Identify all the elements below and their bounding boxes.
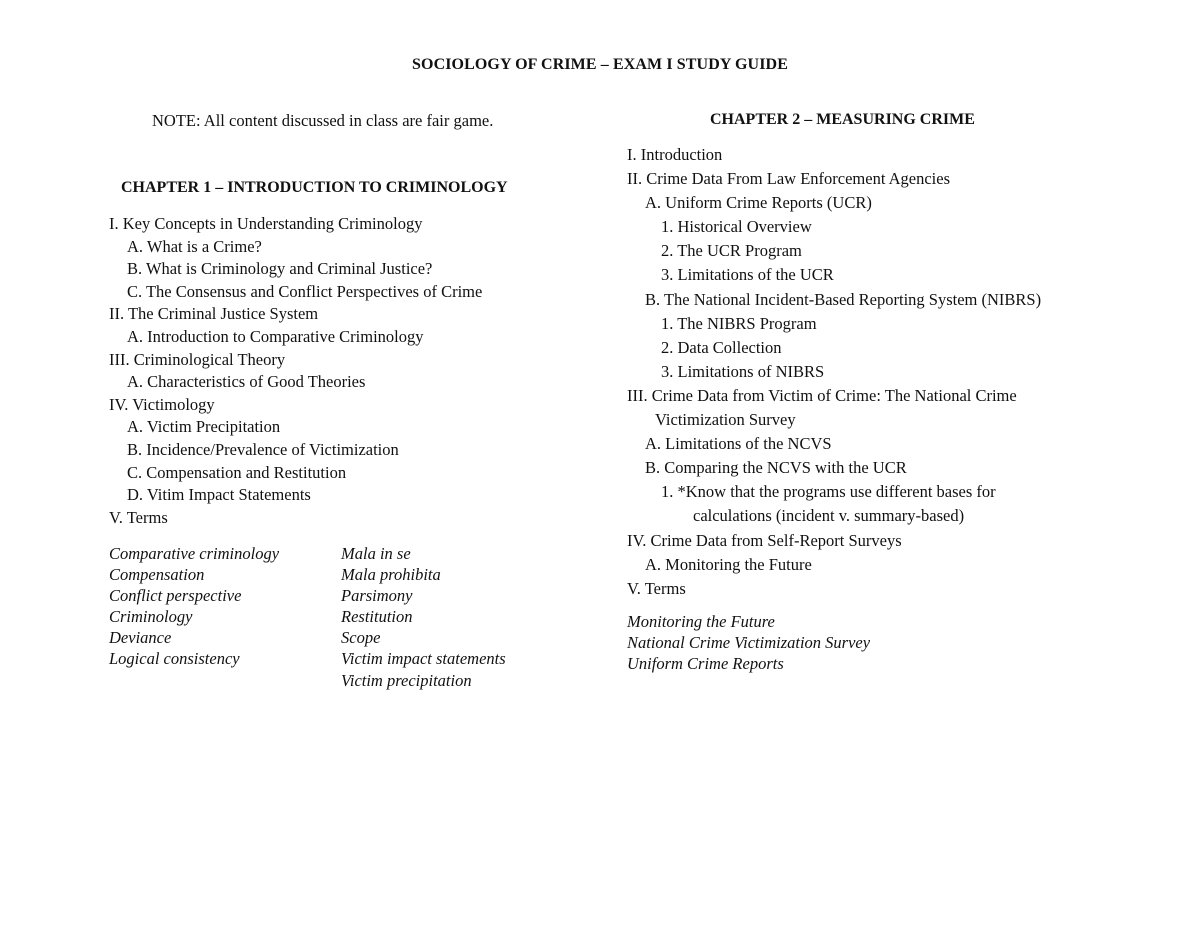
outline-item: IV. Victimology	[109, 394, 215, 414]
term: Restitution	[341, 607, 413, 627]
chapter-2-heading: CHAPTER 2 – MEASURING CRIME	[710, 111, 975, 128]
chapter-2-outline	[627, 143, 1041, 601]
term: Conflict perspective	[109, 586, 242, 606]
outline-item: C. Compensation and Restitution	[127, 462, 347, 482]
term: Mala prohibita	[341, 565, 441, 585]
outline-item-continuation: Victimization Survey	[655, 410, 796, 430]
chapter-1-terms-column-b	[341, 543, 506, 691]
outline-item: I. Introduction	[627, 145, 723, 164]
term: Victim impact statements	[341, 649, 506, 669]
outline-item: A. What is a Crime?	[127, 236, 262, 256]
outline-item-continuation: calculations (incident v. summary-based)	[693, 506, 965, 526]
chapter-1-terms-column-a	[109, 543, 279, 670]
chapter-2-terms	[627, 611, 870, 674]
outline-item: 1. The NIBRS Program	[661, 313, 817, 333]
term: Criminology	[109, 607, 193, 627]
term: Logical consistency	[109, 649, 240, 669]
outline-item: B. Comparing the NCVS with the UCR	[645, 458, 907, 478]
term: National Crime Victimization Survey	[627, 633, 871, 653]
outline-item: II. The Criminal Justice System	[109, 304, 319, 324]
chapter-1-heading: CHAPTER 1 – INTRODUCTION TO CRIMINOLOGY	[121, 179, 508, 196]
outline-item: A. Monitoring the Future	[645, 554, 812, 574]
outline-item: A. Limitations of the NCVS	[645, 434, 832, 454]
outline-item: 2. Data Collection	[661, 337, 782, 357]
outline-item: C. The Consensus and Conflict Perspectives of Crime	[127, 281, 483, 301]
outline-item: 3. Limitations of the UCR	[661, 265, 834, 285]
outline-item: IV. Crime Data from Self-Report Surveys	[627, 530, 902, 550]
term: Compensation	[109, 565, 205, 585]
outline-item: V. Terms	[109, 507, 168, 527]
outline-item: III. Crime Data from Victim of Crime: The National Crime	[627, 385, 1017, 405]
term: Deviance	[109, 628, 172, 648]
outline-item: A. Uniform Crime Reports (UCR)	[645, 193, 872, 213]
outline-item: B. Incidence/Prevalence of Victimization	[127, 439, 399, 459]
outline-item: 1. Historical Overview	[661, 217, 812, 237]
term: Scope	[341, 628, 381, 648]
note-text: NOTE: All content discussed in class are fair game.	[152, 111, 494, 130]
term: Mala in se	[341, 544, 411, 563]
outline-item: A. Introduction to Comparative Criminology	[127, 326, 424, 346]
term: Uniform Crime Reports	[627, 654, 784, 674]
outline-item: 1. *Know that the programs use different bases for	[661, 482, 996, 502]
term: Victim precipitation	[341, 670, 472, 690]
term: Parsimony	[341, 586, 413, 606]
document-title: SOCIOLOGY OF CRIME – EXAM I STUDY GUIDE	[412, 56, 788, 73]
outline-item: III. Criminological Theory	[109, 349, 286, 369]
outline-item: I. Key Concepts in Understanding Criminology	[109, 214, 423, 233]
outline-item: A. Characteristics of Good Theories	[127, 372, 366, 392]
term: Comparative criminology	[109, 544, 280, 563]
outline-item: B. What is Criminology and Criminal Justice?	[127, 259, 433, 279]
outline-item: D. Vitim Impact Statements	[127, 485, 311, 505]
term: Monitoring the Future	[627, 612, 775, 631]
outline-item: V. Terms	[627, 578, 686, 598]
outline-item: 3. Limitations of NIBRS	[661, 361, 825, 381]
outline-item: A. Victim Precipitation	[127, 417, 281, 437]
outline-item: B. The National Incident-Based Reporting System (NIBRS)	[645, 289, 1042, 309]
outline-item: II. Crime Data From Law Enforcement Agencies	[627, 169, 951, 189]
outline-item: 2. The UCR Program	[661, 241, 802, 261]
chapter-1-outline	[109, 213, 482, 529]
